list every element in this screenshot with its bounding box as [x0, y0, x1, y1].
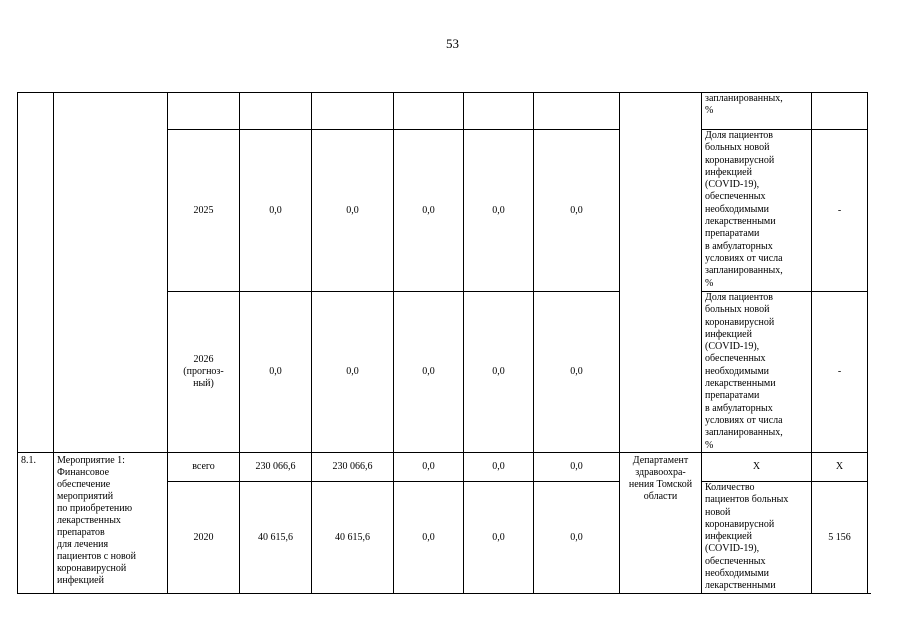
value-cell: 0,0	[464, 130, 534, 292]
value-cell: 0,0	[534, 482, 620, 595]
value-cell: 0,0	[394, 482, 464, 595]
year-cell: 2020	[168, 482, 240, 595]
value-cell: 0,0	[394, 130, 464, 292]
value-cell	[240, 93, 312, 130]
table-bottom-border	[17, 593, 871, 594]
measure-name-cell: Мероприятие 1: Финансовое обеспечение мероприятий по приобретению лекарственных препаратов для лечения пациентов с новой коронавирусной инфекцией	[54, 453, 168, 595]
value-cell: 0,0	[534, 453, 620, 482]
indicator-cell: Доля пациентов больных новой коронавирусной инфекцией (COVID-19), обеспеченных необходимыми лекарственными препаратами в амбулаторных условиях от числа запланированных, %	[702, 130, 812, 292]
executor-cell: Департамент здравоохра- нения Томской области	[620, 453, 702, 595]
value-cell: 0,0	[464, 482, 534, 595]
value-cell: 40 615,6	[312, 482, 394, 595]
page-bottom-margin	[0, 593, 905, 640]
value-cell: 230 066,6	[312, 453, 394, 482]
year-cell: 2025	[168, 130, 240, 292]
value-cell: 0,0	[464, 453, 534, 482]
executor-cell	[620, 93, 702, 453]
year-cell: всего	[168, 453, 240, 482]
indicator-cell: Доля пациентов больных новой коронавирусной инфекцией (COVID-19), обеспеченных необходимыми лекарственными препаратами в амбулаторных условиях от числа запланированных, %	[702, 292, 812, 453]
value-cell: 0,0	[312, 292, 394, 453]
value-cell: 0,0	[394, 453, 464, 482]
value-cell: 0,0	[534, 292, 620, 453]
indicator-cell: Х	[702, 453, 812, 482]
row-number-cell	[18, 93, 54, 453]
measure-number-cell: 8.1.	[18, 453, 54, 595]
value-cell: 0,0	[240, 130, 312, 292]
indicator-cell: Количество пациентов больных новой коронавирусной инфекцией (COVID-19), обеспеченных необходимыми лекарственными	[702, 482, 812, 595]
value-cell	[464, 93, 534, 130]
year-cell	[168, 93, 240, 130]
table-row	[18, 453, 868, 482]
program-table	[17, 92, 868, 595]
target-cell: -	[812, 130, 868, 292]
value-cell	[534, 93, 620, 130]
target-cell: -	[812, 292, 868, 453]
value-cell: 0,0	[394, 292, 464, 453]
value-cell	[394, 93, 464, 130]
target-cell: Х	[812, 453, 868, 482]
value-cell: 0,0	[534, 130, 620, 292]
value-cell: 0,0	[464, 292, 534, 453]
value-cell: 230 066,6	[240, 453, 312, 482]
target-cell: 5 156	[812, 482, 868, 595]
target-cell	[812, 93, 868, 130]
value-cell: 0,0	[312, 130, 394, 292]
value-cell: 0,0	[240, 292, 312, 453]
measure-name-cell	[54, 93, 168, 453]
page-number: 53	[446, 36, 459, 51]
value-cell: 40 615,6	[240, 482, 312, 595]
value-cell	[312, 93, 394, 130]
year-cell: 2026 (прогноз- ный)	[168, 292, 240, 453]
table-row	[18, 93, 868, 130]
indicator-cell: запланированных, %	[702, 93, 812, 130]
